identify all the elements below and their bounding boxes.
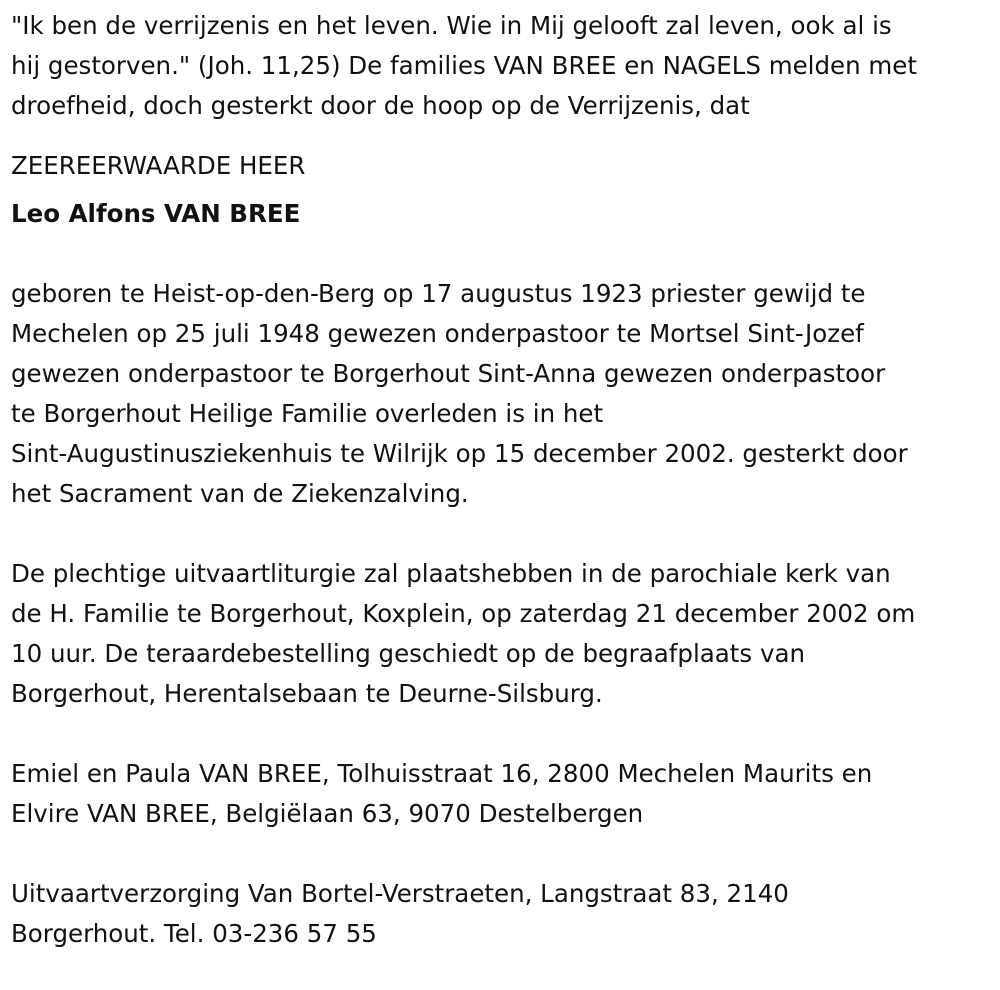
spacer (11, 714, 993, 754)
title-line: ZEEREERWAARDE HEER (11, 151, 306, 180)
funeral-paragraph: De plechtige uitvaartliturgie zal plaatshebben in de parochiale kerk van de H. Familie te Borgerhout, Koxplein, op zaterdag 21 december 2002 om 10 uur. De teraardebestelling geschiedt op de begraafplaats van Borgerhout, Herentalsebaan te Deurne-Silsburg. (11, 559, 916, 708)
obituary-document (11, 0, 993, 954)
spacer (11, 514, 993, 554)
deceased-name: Leo Alfons VAN BREE (11, 199, 301, 228)
biography-paragraph: geboren te Heist-op-den-Berg op 17 augustus 1923 priester gewijd te Mechelen op 25 juli 1948 gewezen onderpastoor te Mortsel Sint-Jozef gewezen onderpastoor te Borgerhout Sint-Anna gewezen onderpastoor te Borgerhout Heilige Familie overleden is in het Sint-Augustinusziekenhuis te Wilrijk op 15 december 2002. gesterkt door het Sacrament van de Ziekenzalving. (11, 279, 908, 508)
undertaker-paragraph: Uitvaartverzorging Van Bortel-Verstraeten, Langstraat 83, 2140 Borgerhout. Tel. 03-236 57 55 (11, 879, 789, 948)
intro-paragraph: "Ik ben de verrijzenis en het leven. Wie in Mij gelooft zal leven, ook al is hij gestorven." (Joh. 11,25) De families VAN BREE en NAGELS melden met droefheid, doch gesterkt door de hoop op de Verrijzenis, dat (11, 11, 917, 120)
spacer (11, 834, 993, 874)
family-addresses-paragraph: Emiel en Paula VAN BREE, Tolhuisstraat 16, 2800 Mechelen Maurits en Elvire VAN BREE, Belgiëlaan 63, 9070 Destelbergen (11, 759, 873, 828)
spacer (11, 234, 993, 274)
